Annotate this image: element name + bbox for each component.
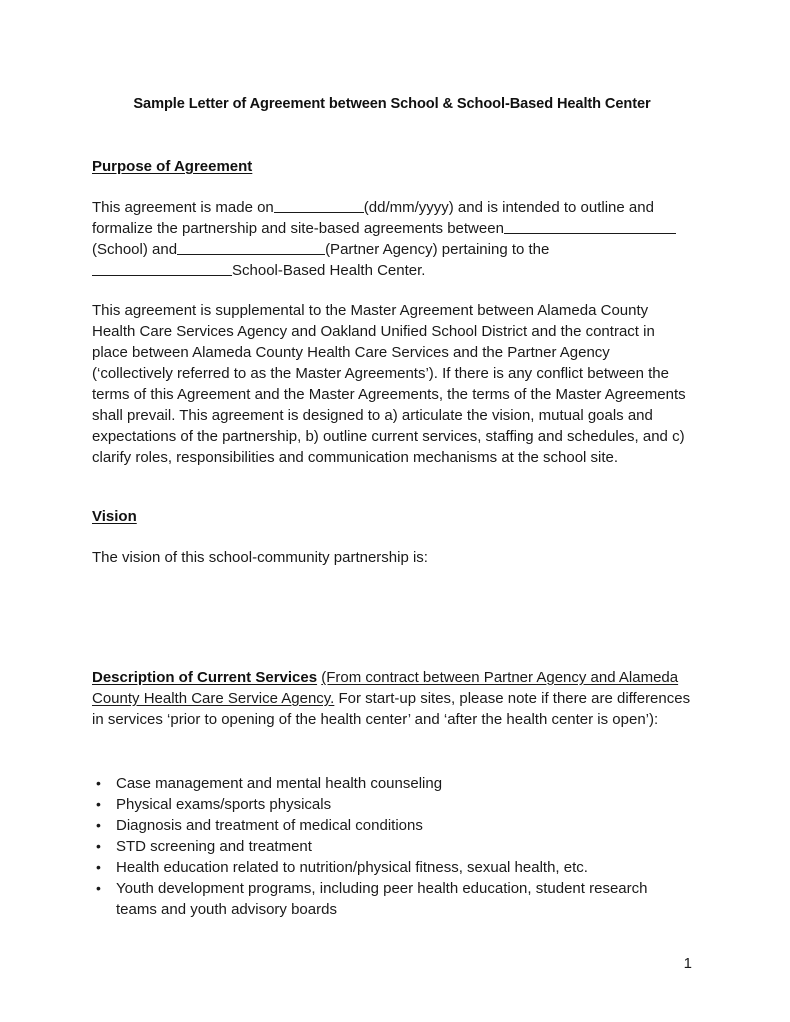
blank-school-name[interactable]: [504, 220, 676, 234]
services-source-note: (From contract between Partner Agency and Alameda County Health Care Service Agency.: [92, 669, 679, 707]
heading-vision: Vision: [92, 508, 137, 525]
heading-purpose-of-agreement: Purpose of Agreement: [92, 158, 253, 175]
agreement-date-intro-text: This agreement is made on: [92, 199, 274, 216]
heading-description-of-current-services: Description of Current Services: [92, 669, 318, 686]
purpose-paragraph-1: [92, 197, 692, 281]
list-item: • Physical exams/sports physicals: [92, 794, 692, 815]
purpose-section-header: [92, 156, 692, 177]
school-label-text: (School) and: [92, 241, 178, 258]
blank-health-center-name[interactable]: [92, 262, 232, 276]
page-number: 1: [683, 955, 692, 972]
vision-section-header: [92, 506, 692, 527]
blank-partner-agency[interactable]: [177, 241, 325, 255]
list-item: • STD screening and treatment: [92, 836, 692, 857]
services-section-header: [92, 667, 692, 730]
partner-agency-label-text: (Partner Agency) pertaining to the: [325, 241, 550, 258]
services-instructions: For start-up sites, please note if there are differences in services ‘prior to opening of the health center’ and ‘after the health center is open’):: [92, 690, 691, 728]
services-list: [92, 773, 692, 920]
list-item: • Youth development programs, including peer health education, student research teams and youth advisory boards: [92, 878, 692, 920]
agreement-date-format-text: (dd/mm/yyyy) and is intended to outline and formalize the partnership and site-based agreements between: [92, 199, 654, 237]
blank-agreement-date[interactable]: [274, 199, 364, 213]
list-item: • Health education related to nutrition/physical fitness, sexual health, etc.: [92, 857, 692, 878]
document-title: Sample Letter of Agreement between School & School-Based Health Center: [133, 96, 651, 112]
list-item: • Case management and mental health counseling: [92, 773, 692, 794]
purpose-paragraph-2: This agreement is supplemental to the Master Agreement between Alameda County Health Care Services Agency and Oakland Unified School District and the contract in place between Alameda County Health Care Services and the Partner Agency (‘collectively referred to as the Master Agreements’). If there is any conflict between the terms of this Agreement and the Master Agreements, the terms of the Master Agreements shall prevail. This agreement is designed to a) articulate the vision, mutual goals and expectations of the partnership, b) outline current services, staffing and schedules, and c) clarify roles, responsibilities and communication mechanisms at the school site.: [92, 302, 686, 466]
health-center-label-text: School-Based Health Center.: [232, 262, 426, 279]
list-item: • Diagnosis and treatment of medical conditions: [92, 815, 692, 836]
vision-paragraph: The vision of this school-community partnership is:: [92, 549, 428, 566]
